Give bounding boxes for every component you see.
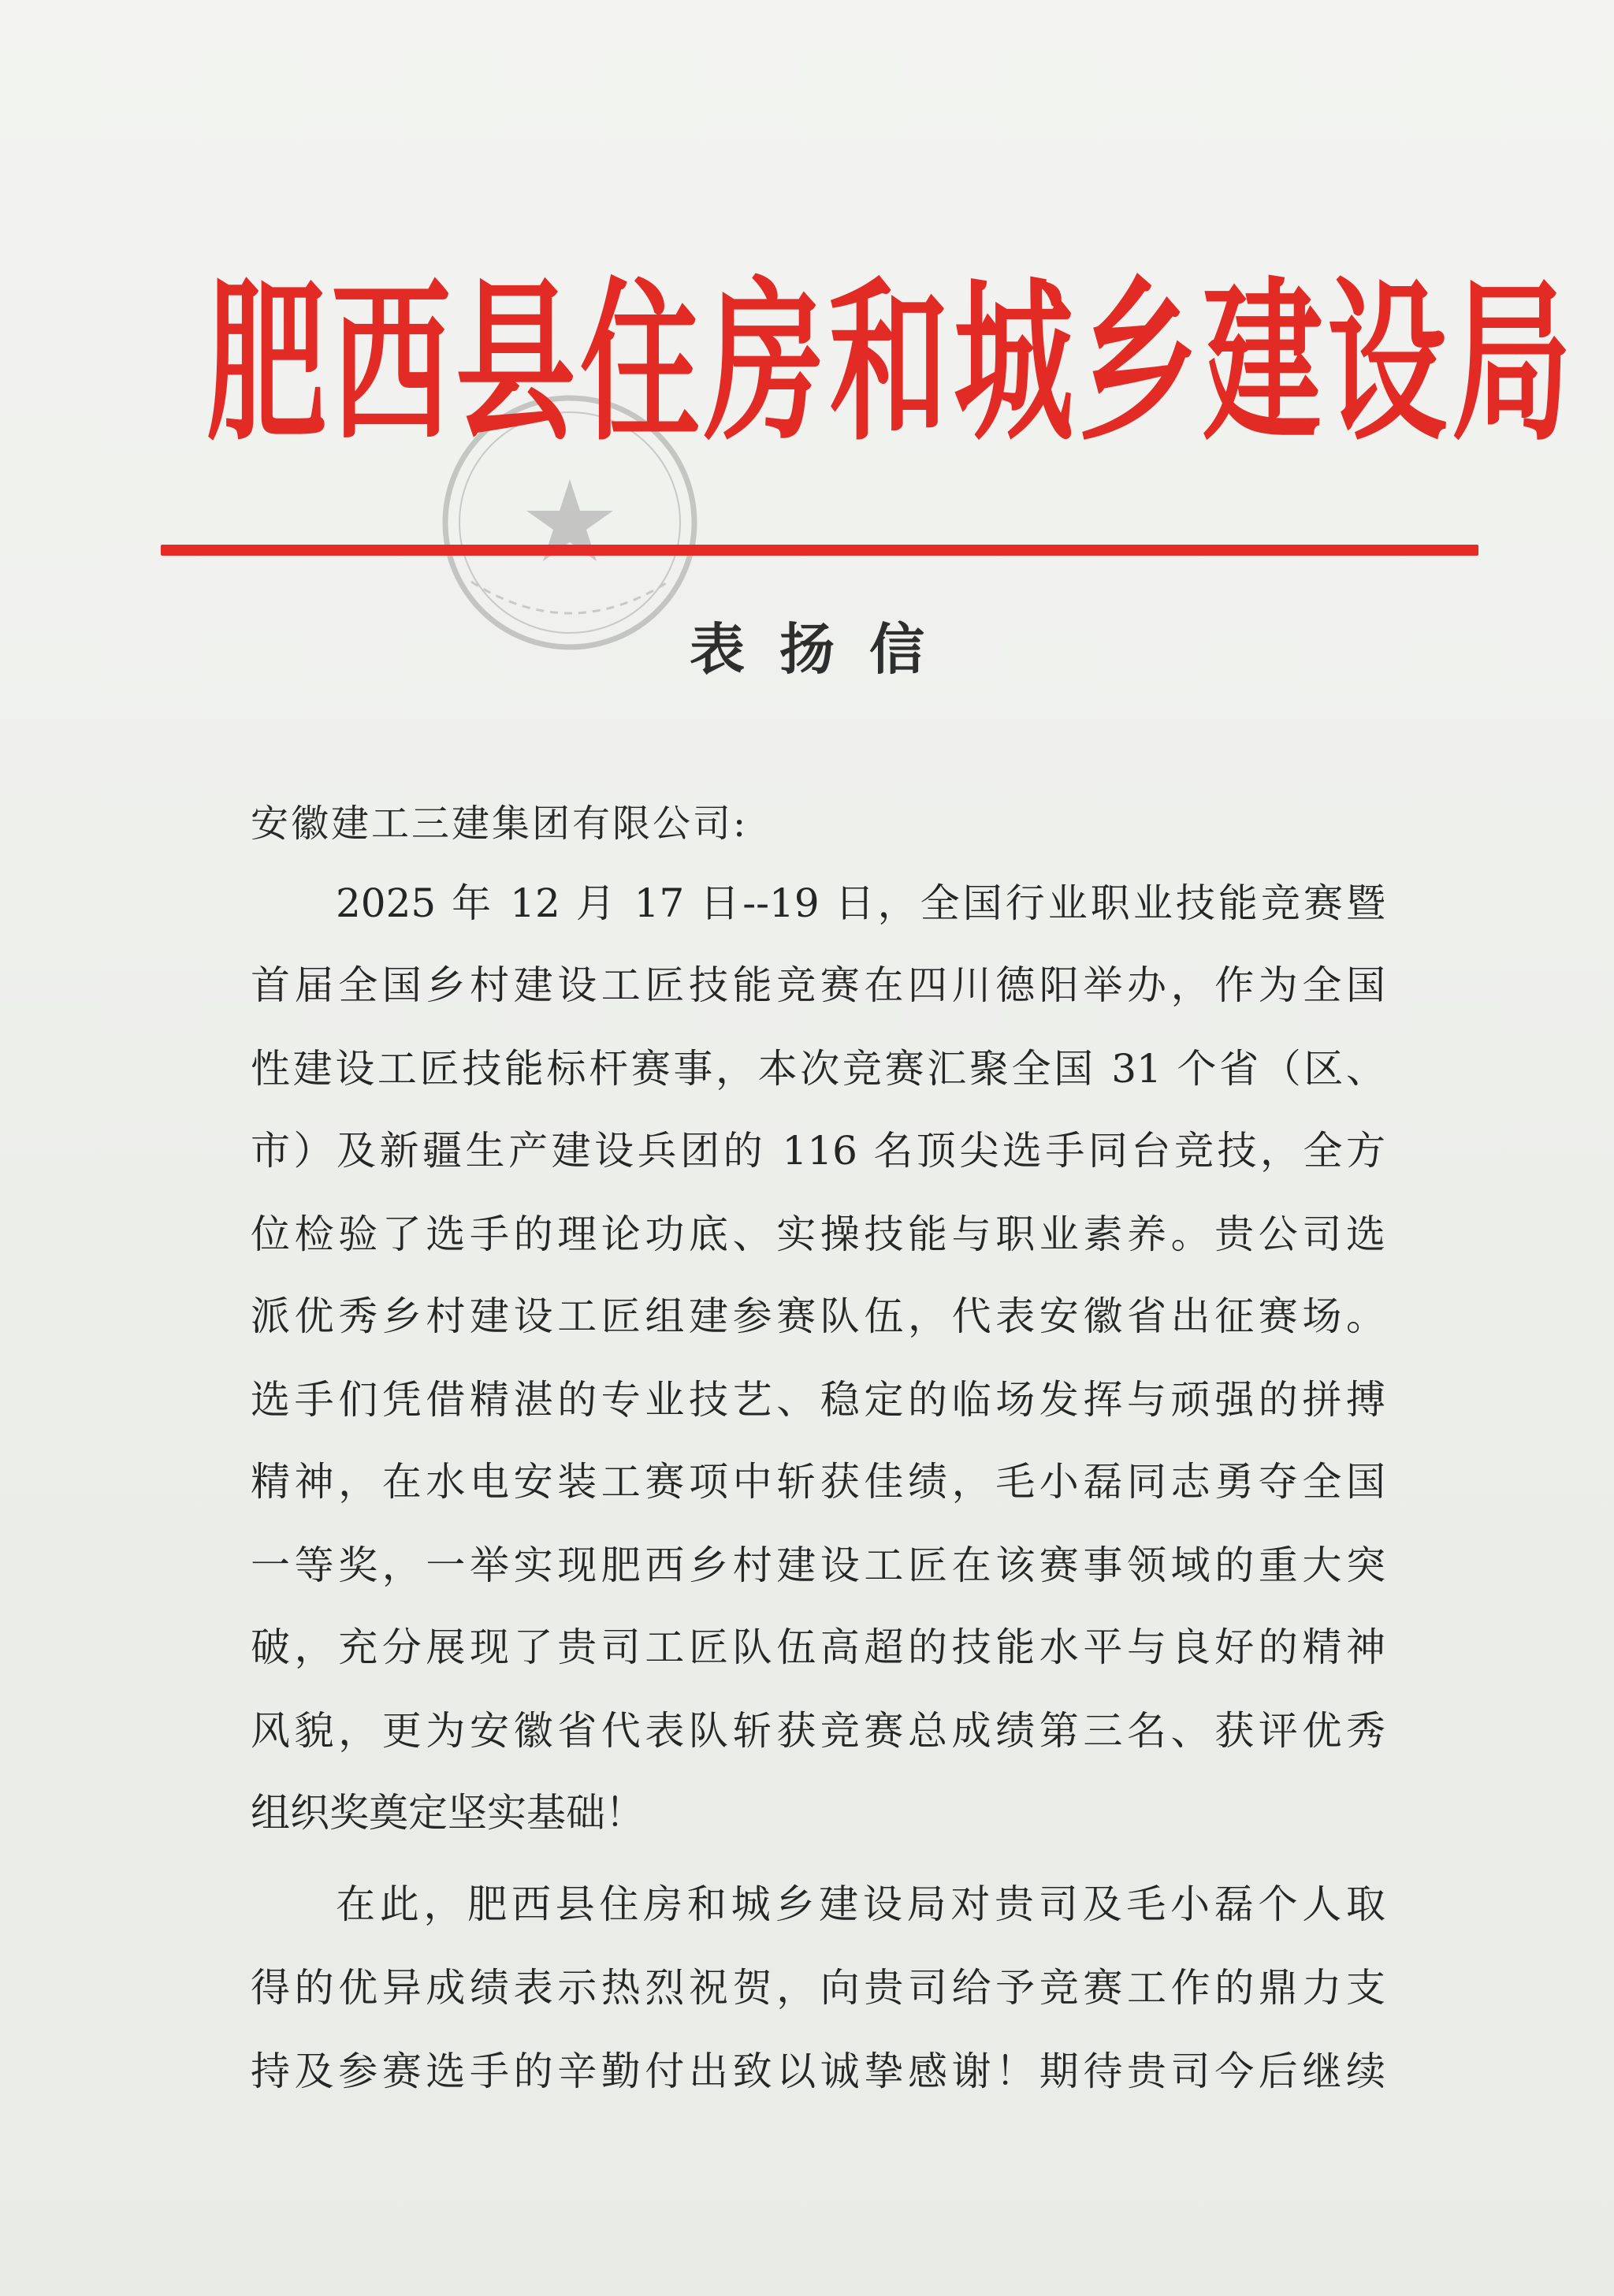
recipient-line: 安徽建工三建集团有限公司:: [251, 802, 749, 846]
body-line: 持及参赛选手的辛勤付出致以诚挚感谢！期待贵司今后继续: [251, 2049, 1385, 2094]
body-line: 性建设工匠技能标杆赛事，本次竞赛汇聚全国 31 个省（区、: [251, 1046, 1385, 1092]
letterhead-red-rule: [161, 545, 1478, 556]
body-line: 2025 年 12 月 17 日--19 日，全国行业职业技能竞赛暨: [336, 880, 1385, 926]
body-line: 一等奖，一举实现肥西乡村建设工匠在该赛事领域的重大突: [251, 1542, 1385, 1588]
body-line: 市）及新疆生产建设兵团的 116 名顶尖选手同台竞技，全方: [251, 1128, 1385, 1174]
letterhead-org-name: 肥西县住房和城乡建设局: [206, 259, 1576, 465]
body-line: 位检验了选手的理论功底、实操技能与职业素养。贵公司选: [251, 1211, 1385, 1257]
body-line: 风貌，更为安徽省代表队斩获竞赛总成绩第三名、获评优秀: [251, 1708, 1385, 1754]
letterhead: [206, 236, 1576, 489]
body-line: 选手们凭借精湛的专业技艺、稳定的临场发挥与顽强的拼搏: [251, 1377, 1385, 1423]
body-line: 首届全国乡村建设工匠技能竞赛在四川德阳举办，作为全国: [251, 962, 1385, 1008]
body-line: 派优秀乡村建设工匠组建参赛队伍，代表安徽省出征赛场。: [251, 1293, 1385, 1339]
body-line: 得的优异成绩表示热烈祝贺，向贵司给予竞赛工作的鼎力支: [251, 1965, 1385, 2011]
body-line: 在此，肥西县住房和城乡建设局对贵司及毛小磊个人取: [336, 1881, 1385, 1927]
body-line: 精神，在水电安装工赛项中斩获佳绩，毛小磊同志勇夺全国: [251, 1459, 1385, 1505]
document-title: 表扬信: [690, 616, 959, 682]
body-line: 破，充分展现了贵司工匠队伍高超的技能水平与良好的精神: [251, 1624, 1385, 1670]
body-line: 组织奖奠定坚实基础！: [251, 1790, 645, 1836]
